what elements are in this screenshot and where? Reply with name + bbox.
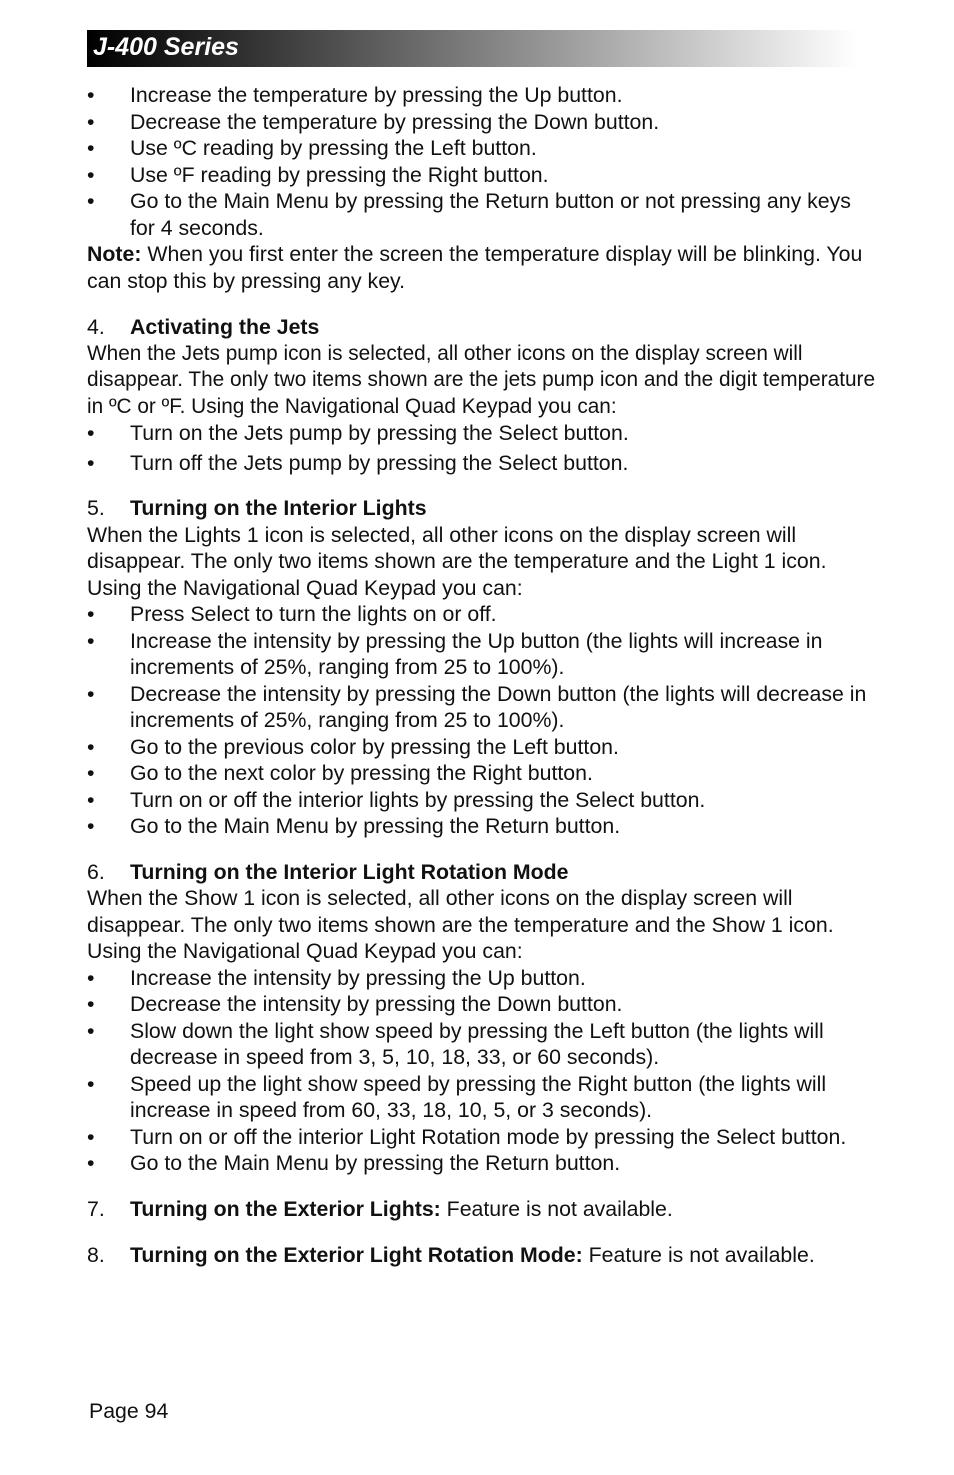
note-text: When you first enter the screen the temperature display will be blinking. You can stop this by pressing any key. <box>87 242 863 293</box>
bullet: • <box>87 421 95 445</box>
bullet: • <box>87 189 95 213</box>
list-item: • Go to the Main Menu by pressing the Return button. <box>87 814 621 838</box>
section-intro: When the Jets pump icon is selected, all other icons on the display screen will disappear. The only two items shown are the jets pump icon and the digit temperature in ºC or ºF. Using the Navigational Quad Keypad you can: <box>87 341 876 418</box>
bullet: • <box>87 83 95 107</box>
bullet: • <box>87 1124 95 1149</box>
section-number: 8. <box>87 1243 105 1267</box>
list-item: • Go to the Main Menu by pressing the Return button. <box>87 1151 621 1175</box>
section-heading: Activating the Jets <box>130 315 320 339</box>
list-item: • Decrease the intensity by pressing the Down button (the lights will decrease in increments of 25%, ranging from 25 to 100%). <box>87 681 867 732</box>
bullet: • <box>87 109 95 134</box>
list-item: • Use ºC reading by pressing the Left button. <box>87 136 537 160</box>
list-item: • Turn off the Jets pump by pressing the Select button. <box>87 450 629 475</box>
list-item: • Go to the Main Menu by pressing the Return button or not pressing any keys for 4 seconds. <box>87 189 851 240</box>
list-item: • Speed up the light show speed by pressing the Right button (the lights will increase in speed from 60, 33, 18, 10, 5, or 3 seconds). <box>87 1071 827 1122</box>
page-number: Page 94 <box>89 1399 169 1423</box>
bullet: • <box>87 681 95 706</box>
section-heading: Turning on the Exterior Lights: <box>130 1196 441 1221</box>
list-item: • Turn on or off the interior lights by pressing the Select button. <box>87 787 706 812</box>
header-bar <box>87 30 857 67</box>
bullet: • <box>87 965 95 990</box>
note-paragraph <box>87 241 877 294</box>
list-item: • Press Select to turn the lights on or off. <box>87 602 497 626</box>
bullet: • <box>87 136 95 160</box>
page-content <box>87 82 877 1270</box>
list-item: • Decrease the intensity by pressing the Down button. <box>87 992 623 1016</box>
section-number: 4. <box>87 315 105 339</box>
bullet: • <box>87 1151 95 1175</box>
list-item: • Increase the intensity by pressing the Up button. <box>87 965 586 990</box>
section-heading: Turning on the Exterior Light Rotation Mode: <box>130 1243 583 1267</box>
bullet: • <box>87 734 95 759</box>
list-item: • Slow down the light show speed by pressing the Left button (the lights will decrease in speed from 3, 5, 10, 18, 33, or 60 seconds). <box>87 1018 824 1069</box>
bullet: • <box>87 992 95 1016</box>
section-exterior-lights <box>87 1196 877 1223</box>
temperature-bullet-list <box>87 82 877 241</box>
bullet: • <box>87 761 95 785</box>
section-number: 7. <box>87 1196 105 1221</box>
section-heading-interior-lights <box>87 495 877 522</box>
bullet: • <box>87 602 95 626</box>
list-item: • Decrease the temperature by pressing the Down button. <box>87 109 660 134</box>
bullet: • <box>87 628 95 653</box>
bullet: • <box>87 787 95 812</box>
list-item: • Use ºF reading by pressing the Right button. <box>87 162 549 187</box>
list-item: • Increase the intensity by pressing the Up button (the lights will increase in increments of 25%, ranging from 25 to 100%). <box>87 628 823 679</box>
section-heading: Turning on the Interior Lights <box>130 496 427 520</box>
section-heading-light-rotation <box>87 859 877 886</box>
list-item: • Turn on the Jets pump by pressing the Select button. <box>87 421 629 445</box>
bullet: • <box>87 1071 95 1096</box>
section-text: Feature is not available. <box>582 1243 815 1267</box>
section-text: Feature is not available. <box>440 1196 673 1221</box>
section-exterior-light-rotation <box>87 1241 877 1270</box>
bullet: • <box>87 162 95 187</box>
bullet: • <box>87 450 95 475</box>
section-heading: Turning on the Interior Light Rotation Mode <box>130 859 569 884</box>
section-number: 6. <box>87 859 105 884</box>
bullet: • <box>87 1018 95 1043</box>
list-item: • Go to the next color by pressing the Right button. <box>87 761 593 785</box>
list-item: • Turn on or off the interior Light Rotation mode by pressing the Select button. <box>87 1124 847 1149</box>
bullet: • <box>87 814 95 838</box>
section-number: 5. <box>87 496 105 520</box>
section-intro: When the Show 1 icon is selected, all other icons on the display screen will disappear. The only two items shown are the temperature and the Show 1 icon. Using the Navigational Quad Keypad you can: <box>87 886 834 963</box>
list-item: • Go to the previous color by pressing the Left button. <box>87 734 619 759</box>
note-label: Note: <box>87 242 142 266</box>
page-header-title: J-400 Series <box>93 33 239 61</box>
list-item: • Increase the temperature by pressing the Up button. <box>87 83 623 107</box>
section-intro: When the Lights 1 icon is selected, all other icons on the display screen will disappear. The only two items shown are the temperature and the Light 1 icon. Using the Navigational Quad Keypad you can: <box>87 522 827 600</box>
section-heading-jets <box>87 314 877 341</box>
